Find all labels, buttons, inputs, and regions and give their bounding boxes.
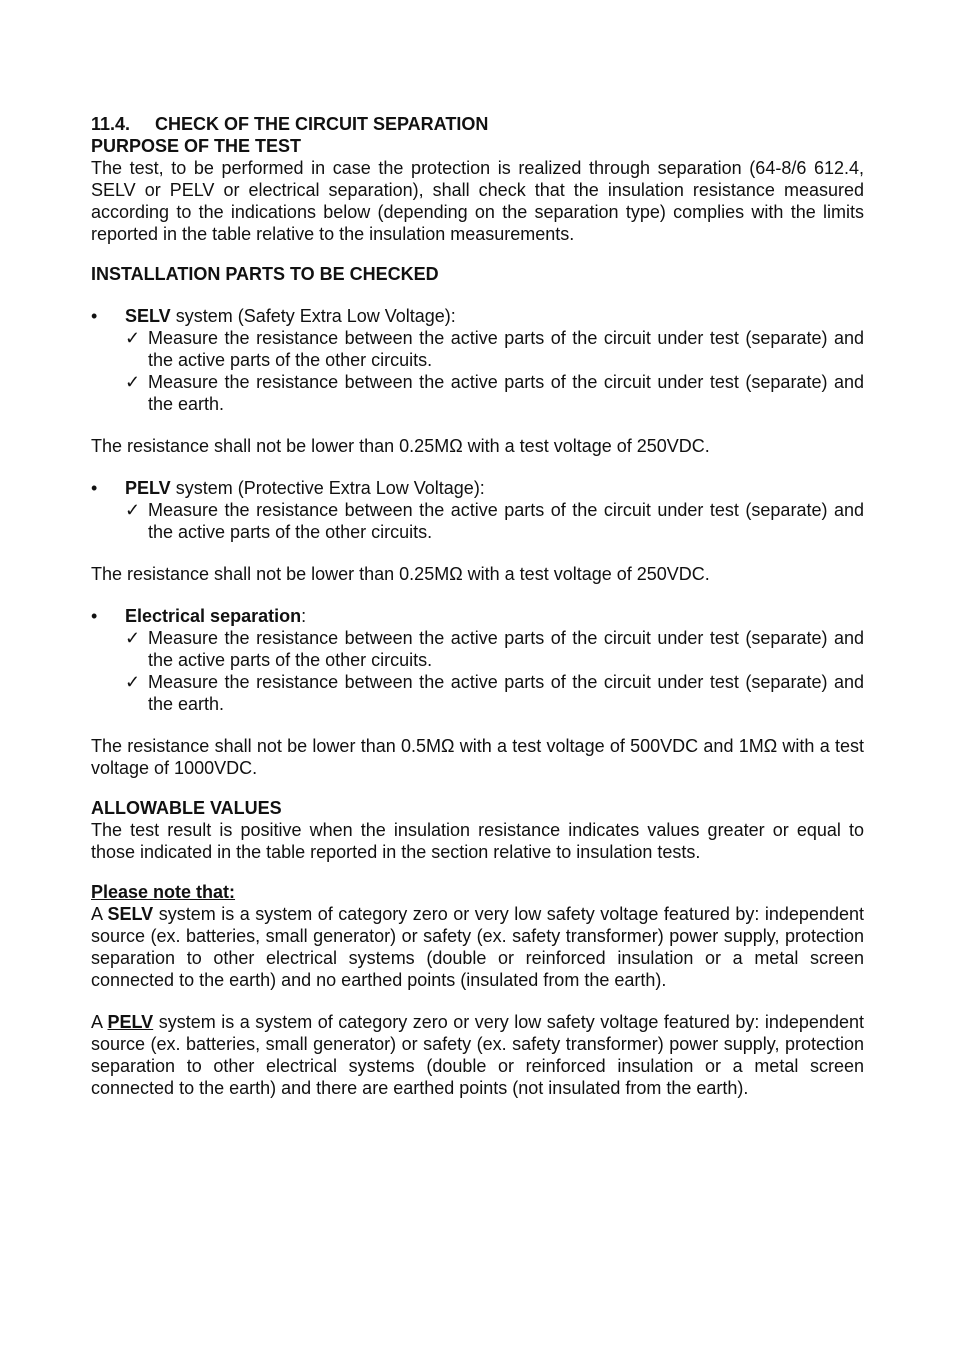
- selv-note-text: system is a system of category zero or very low safety voltage featured by: independent source (ex. batteries, small generator) or safety (ex. safety transformer) power supply, protection separation to other electrical systems (double or reinforced insulation or a metal screen connected to the earth) and no earthed points (insulated from the earth).: [91, 904, 864, 990]
- selv-check-text: Measure the resistance between the active parts of the circuit under test (separate) and the earth.: [148, 372, 864, 414]
- bullet-glyph: •: [91, 478, 98, 498]
- selv-description: system (Safety Extra Low Voltage):: [170, 306, 456, 326]
- electrical-check-text: Measure the resistance between the active parts of the circuit under test (separate) and the active parts of the other circuits.: [148, 628, 864, 670]
- pelv-note-text: system is a system of category zero or very low safety voltage featured by: independent source (ex. batteries, small generator) or safety (ex. safety transformer) power supply, protection separation to other electrical systems (double or reinforced insulation or a metal screen connected to the earth) and there are earthed points (not insulated from the earth).: [91, 1012, 864, 1098]
- pelv-bullet: [91, 477, 864, 499]
- pelv-limit: The resistance shall not be lower than 0.25MΩ with a test voltage of 250VDC.: [91, 564, 710, 584]
- pelv-note-paragraph: [91, 1011, 864, 1099]
- pelv-check-text: Measure the resistance between the active parts of the circuit under test (separate) and the active parts of the other circuits.: [148, 500, 864, 542]
- electrical-description: :: [301, 606, 307, 626]
- electrical-check-text: Measure the resistance between the active parts of the circuit under test (separate) and the earth.: [148, 672, 864, 714]
- electrical-bullet: [91, 605, 864, 627]
- electrical-limit: The resistance shall not be lower than 0.5MΩ with a test voltage of 500VDC and 1MΩ with a test voltage of 1000VDC.: [91, 736, 864, 778]
- pelv-note-prefix: A: [91, 1012, 108, 1032]
- allowable-heading: ALLOWABLE VALUES: [91, 798, 282, 818]
- checkmark-icon: ✓: [125, 672, 141, 692]
- bullet-glyph: •: [91, 606, 98, 626]
- pelv-check-item: [91, 499, 864, 543]
- checkmark-icon: ✓: [125, 372, 141, 392]
- purpose-paragraph: The test, to be performed in case the protection is realized through separation (64-8/6 612.4, SELV or PELV or electrical separation), shall check that the insulation resistance measured according to the indications below (depending on the separation type) complies with the limits reported in the table relative to the insulation measurements.: [91, 158, 864, 244]
- selv-name: SELV: [125, 306, 171, 326]
- pelv-note-name: PELV: [107, 1012, 154, 1032]
- parts-heading: INSTALLATION PARTS TO BE CHECKED: [91, 264, 439, 284]
- electrical-name: Electrical separation: [125, 606, 302, 626]
- pelv-name: PELV: [125, 478, 171, 498]
- selv-check-item: [91, 371, 864, 415]
- bullet-glyph: •: [91, 306, 98, 326]
- section-heading: [91, 113, 864, 135]
- selv-check-item: [91, 327, 864, 371]
- checkmark-icon: ✓: [125, 328, 141, 348]
- selv-bullet: [91, 305, 864, 327]
- electrical-check-item: [91, 671, 864, 715]
- selv-note-prefix: A: [91, 904, 108, 924]
- section-title: CHECK OF THE CIRCUIT SEPARATION: [155, 114, 489, 134]
- selv-note-paragraph: [91, 903, 864, 991]
- purpose-heading: PURPOSE OF THE TEST: [91, 136, 302, 156]
- note-heading: Please note that:: [91, 882, 236, 902]
- selv-note-name: SELV: [107, 904, 154, 924]
- electrical-check-item: [91, 627, 864, 671]
- pelv-description: system (Protective Extra Low Voltage):: [170, 478, 485, 498]
- selv-limit: The resistance shall not be lower than 0.25MΩ with a test voltage of 250VDC.: [91, 436, 710, 456]
- section-number: 11.4.: [91, 114, 131, 134]
- checkmark-icon: ✓: [125, 628, 141, 648]
- allowable-paragraph: The test result is positive when the insulation resistance indicates values greater or equal to those indicated in the table reported in the section relative to insulation tests.: [91, 820, 864, 862]
- checkmark-icon: ✓: [125, 500, 141, 520]
- selv-check-text: Measure the resistance between the active parts of the circuit under test (separate) and the active parts of the other circuits.: [148, 328, 864, 370]
- document-page: [91, 113, 864, 1099]
